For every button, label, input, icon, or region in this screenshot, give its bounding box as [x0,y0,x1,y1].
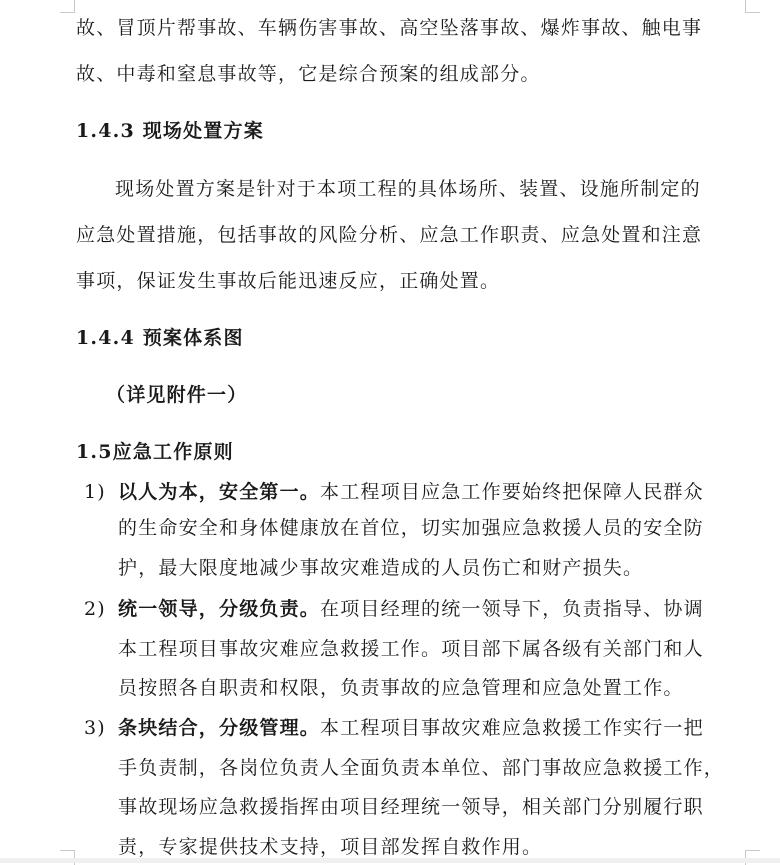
paragraph-line: 现场处置方案是针对于本项工程的具体场所、装置、设施所制定的 [115,178,701,200]
appendix-note: （详见附件一） [106,384,248,406]
list-item-line: 员按照各自职责和权限，负责事故的应急管理和应急处置工作。 [118,677,684,699]
list-item-line: 护，最大限度地减少事故灾难造成的人员伤亡和财产损失。 [118,557,644,579]
section-heading-1-4-4: 1.4.4 预案体系图 [76,327,244,349]
paragraph-line: 故、中毒和窒息事故等，它是综合预案的组成部分。 [76,63,541,85]
list-item-line: 的生命安全和身体健康放在首位，切实加强应急救援人员的安全防 [118,517,704,539]
section-heading-1-4-3: 1.4.3 现场处置方案 [76,120,264,142]
section-heading-1-5: 1.5应急工作原则 [76,441,234,463]
paragraph-line: 故、冒顶片帮事故、车辆伤害事故、高空坠落事故、爆炸事故、触电事 [76,17,703,39]
page-bottom-edge [0,858,780,863]
margin-corner-top-right [745,0,760,13]
list-item-line: 手负责制，各岗位负责人全面负责本单位、部门事故应急救援工作， [118,757,725,779]
list-item-text: 在项目经理的统一领导下，负责指导、协调 [320,598,704,620]
list-item-title: 以人为本，安全第一。 [118,481,321,503]
list-item-title: 条块结合，分级管理。 [118,717,321,739]
margin-corner-top-left [60,0,75,13]
paragraph-line: 应急处置措施，包括事故的风险分析、应急工作职责、应急处置和注意 [76,224,703,246]
paragraph-line: 事项，保证发生事故后能迅速反应，正确处置。 [76,270,501,292]
list-item-line: 事故现场应急救援指挥由项目经理统一领导，相关部门分别履行职 [118,796,704,818]
list-item-line: 本工程项目事故灾难应急救援工作。项目部下属各级有关部门和人 [118,638,704,660]
list-item-line: 责，专家提供技术支持，项目部发挥自救作用。 [118,836,543,858]
list-item-text: 本工程项目事故灾难应急救援工作实行一把 [320,717,704,739]
list-marker: 3) [84,717,106,739]
list-item-text: 本工程项目应急工作要始终把保障人民群众 [320,481,704,503]
list-item-title: 统一领导，分级负责。 [118,598,321,620]
list-marker: 2) [84,598,106,620]
list-marker: 1) [84,481,106,503]
